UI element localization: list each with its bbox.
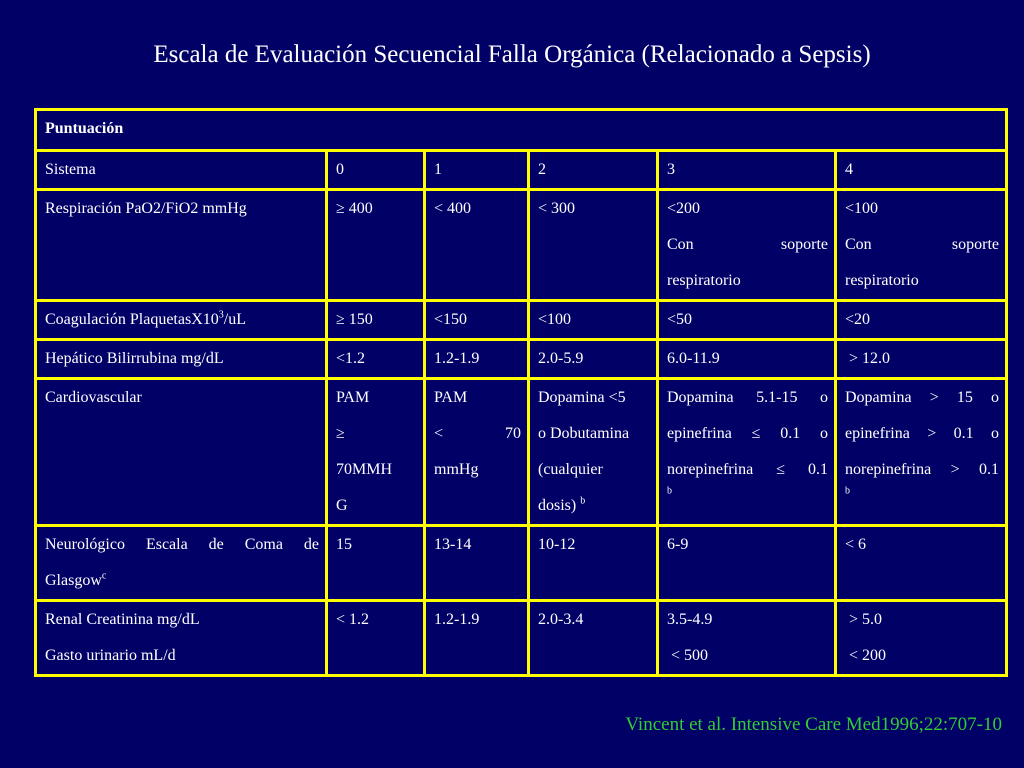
cell-line: < 200 xyxy=(845,647,887,664)
column-header-4: 4 xyxy=(836,151,1007,190)
score-header: Puntuación xyxy=(36,110,1007,151)
cell-line: o Dobutamina xyxy=(538,425,630,442)
system-cell: Respiración PaO2/FiO2 mmHg xyxy=(36,190,327,301)
score-cell xyxy=(836,190,1007,301)
cell-line: Gasto urinario mL/d xyxy=(45,647,176,664)
score-cell xyxy=(658,601,836,676)
cell-line: respiratorio xyxy=(845,272,919,289)
cell-line: Dopamina > 15 o xyxy=(845,389,999,406)
table-row xyxy=(36,379,1007,526)
score-cell xyxy=(327,379,425,526)
cell-line: norepinefrina > 0.1 xyxy=(845,461,999,478)
score-cell: <50 xyxy=(658,301,836,340)
score-cell: 1.2-1.9 xyxy=(425,340,529,379)
system-cell xyxy=(36,301,327,340)
column-header-system: Sistema xyxy=(36,151,327,190)
cell-line xyxy=(45,563,319,599)
system-cell: Hepático Bilirrubina mg/dL xyxy=(36,340,327,379)
cell-line: > 5.0 xyxy=(845,611,883,628)
cell-text: Glasgow xyxy=(45,572,102,589)
cell-line: Renal Creatinina mg/dL xyxy=(45,611,200,628)
cell-line: 70MMH xyxy=(336,461,393,478)
cell-line: PAM xyxy=(336,389,370,406)
score-cell: <150 xyxy=(425,301,529,340)
score-cell: <20 xyxy=(836,301,1007,340)
column-header-row xyxy=(36,151,1007,190)
cell-line: PAM xyxy=(434,389,468,406)
column-header-0: 0 xyxy=(327,151,425,190)
superscript: c xyxy=(101,570,107,582)
cell-line: Neurológico Escala de Coma de xyxy=(45,536,319,553)
page-title: Escala de Evaluación Secuencial Falla Orgánica (Relacionado a Sepsis) xyxy=(153,41,871,68)
cell-line: respiratorio xyxy=(667,272,741,289)
superscript: 3 xyxy=(218,309,224,321)
score-cell: < 1.2 xyxy=(327,601,425,676)
superscript: b xyxy=(667,485,672,497)
cell-line: Con soporte xyxy=(845,236,999,253)
score-cell: 2.0-3.4 xyxy=(529,601,658,676)
cell-line: <100 xyxy=(845,200,879,217)
score-cell: <1.2 xyxy=(327,340,425,379)
table-row xyxy=(36,340,1007,379)
system-cell xyxy=(36,526,327,601)
column-header-3: 3 xyxy=(658,151,836,190)
cell-line: Dopamina <5 xyxy=(538,389,626,406)
column-header-2: 2 xyxy=(529,151,658,190)
score-cell: ≥ 400 xyxy=(327,190,425,301)
cell-line xyxy=(667,485,828,504)
score-cell: 6-9 xyxy=(658,526,836,601)
system-text: Coagulación PlaquetasX10 xyxy=(45,311,219,328)
score-cell: ≥ 150 xyxy=(327,301,425,340)
score-cell: 10-12 xyxy=(529,526,658,601)
sofa-score-table xyxy=(34,108,1008,677)
citation: Vincent et al. Intensive Care Med1996;22:707-10 xyxy=(625,714,1002,735)
cell-line: G xyxy=(336,497,348,514)
cell-line: Dopamina 5.1-15 o xyxy=(667,389,828,406)
system-cell xyxy=(36,601,327,676)
cell-line: norepinefrina ≤ 0.1 xyxy=(667,461,828,478)
score-cell: 6.0-11.9 xyxy=(658,340,836,379)
cell-line: (cualquier xyxy=(538,461,603,478)
system-text-tail: /uL xyxy=(223,311,246,328)
cell-line: < 70 xyxy=(434,425,521,442)
score-cell: < 6 xyxy=(836,526,1007,601)
cell-line: <200 xyxy=(667,200,701,217)
score-cell: < 300 xyxy=(529,190,658,301)
cell-line: 3.5-4.9 xyxy=(667,611,713,628)
score-cell xyxy=(836,601,1007,676)
column-header-1: 1 xyxy=(425,151,529,190)
score-cell xyxy=(529,379,658,526)
cell-line xyxy=(538,488,650,524)
score-cell: > 12.0 xyxy=(836,340,1007,379)
cell-text: dosis) xyxy=(538,497,577,514)
score-cell: 13-14 xyxy=(425,526,529,601)
table-row xyxy=(36,301,1007,340)
cell-line: mmHg xyxy=(434,461,479,478)
cell-line: epinefrina ≤ 0.1 o xyxy=(667,425,828,442)
cell-line: Con soporte xyxy=(667,236,828,253)
score-cell: 15 xyxy=(327,526,425,601)
table-row xyxy=(36,526,1007,601)
score-cell xyxy=(658,379,836,526)
table-header-row xyxy=(36,110,1007,151)
system-cell: Cardiovascular xyxy=(36,379,327,526)
score-cell: 1.2-1.9 xyxy=(425,601,529,676)
score-cell xyxy=(836,379,1007,526)
table-row xyxy=(36,601,1007,676)
cell-line: ≥ xyxy=(336,425,345,442)
cell-line xyxy=(845,485,999,504)
score-cell xyxy=(425,379,529,526)
superscript: b xyxy=(580,495,586,507)
score-cell: <100 xyxy=(529,301,658,340)
score-cell: 2.0-5.9 xyxy=(529,340,658,379)
superscript: b xyxy=(845,485,850,497)
table-row xyxy=(36,190,1007,301)
cell-line: < 500 xyxy=(667,647,709,664)
score-cell xyxy=(658,190,836,301)
score-cell: < 400 xyxy=(425,190,529,301)
cell-line: epinefrina > 0.1 o xyxy=(845,425,999,442)
